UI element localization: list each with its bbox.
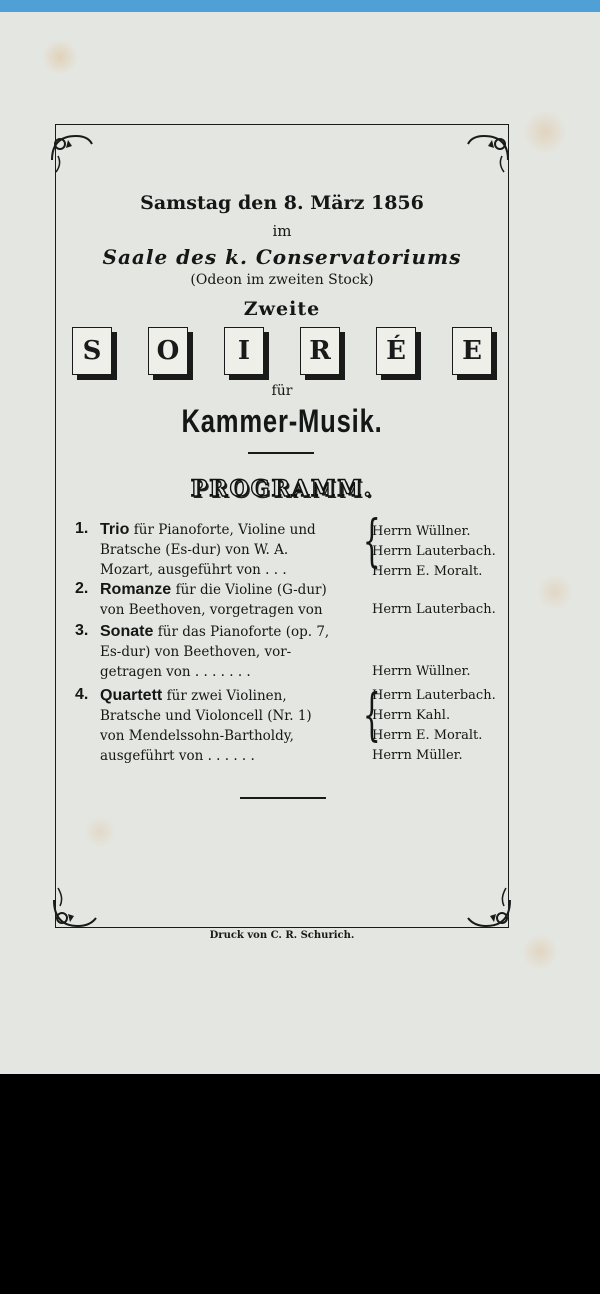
program-item-piece: Sonate bbox=[100, 623, 158, 640]
soiree-letter: R bbox=[300, 327, 340, 375]
program-item-description: Quartett für zwei Violinen, Bratsche und Violoncell (Nr. 1) von Mendelssohn-Bartholdy, ausgeführt von . . . . . . bbox=[100, 687, 312, 764]
brace-glyph: { bbox=[362, 509, 381, 574]
program-item-piece: Trio bbox=[100, 521, 134, 538]
program-item-piece: Quartett bbox=[100, 687, 167, 704]
program-item-performers: Herrn Wüllner. bbox=[372, 664, 471, 679]
venue-preposition: im bbox=[272, 222, 292, 240]
divider-rule bbox=[240, 797, 326, 799]
program-item-performers: Herrn Wüllner. Herrn Lauterbach. Herrn E. Moralt. bbox=[372, 524, 496, 579]
venue-note: (Odeon im zweiten Stock) bbox=[190, 272, 374, 288]
title-connector: für bbox=[271, 383, 293, 399]
venue-name: Saale des k. Conservatoriums bbox=[102, 245, 462, 269]
event-ordinal: Zweite bbox=[243, 298, 321, 320]
event-subtitle: Kammer-Musik. bbox=[181, 403, 383, 439]
black-background bbox=[0, 1074, 600, 1294]
printer-credit: Druck von C. R. Schurich. bbox=[209, 930, 355, 941]
program-item-description: Trio für Pianoforte, Violine und Bratsche (Es-dur) von W. A. Mozart, ausgeführt von . . . bbox=[100, 521, 316, 578]
soiree-letter: O bbox=[148, 327, 188, 375]
soiree-title bbox=[72, 327, 492, 385]
program-item-piece: Romanze bbox=[100, 581, 176, 598]
program-item-performers: Herrn Lauterbach. bbox=[372, 602, 496, 617]
corner-ornament-icon-top-right bbox=[458, 130, 512, 184]
corner-ornament-icon-bottom-right bbox=[460, 878, 514, 932]
divider-rule bbox=[248, 452, 314, 454]
brace-glyph: { bbox=[362, 683, 381, 748]
program-item-description: Sonate für das Pianoforte (op. 7, Es-dur) von Beethoven, vor- getragen von . . . . . . . bbox=[100, 623, 330, 680]
program-item-description: Romanze für die Violine (G-dur) von Beethoven, vorgetragen von bbox=[100, 581, 327, 618]
program-item-number: 1. bbox=[75, 520, 89, 537]
programm-heading: PROGRAMM. bbox=[190, 476, 374, 502]
soiree-letter: É bbox=[376, 327, 416, 375]
soiree-letter: E bbox=[452, 327, 492, 375]
program-item-number: 4. bbox=[75, 686, 89, 703]
concert-date: Samstag den 8. März 1856 bbox=[140, 192, 424, 214]
soiree-letter: S bbox=[72, 327, 112, 375]
program-item-performers: Herrn Lauterbach. Herrn Kahl. Herrn E. Moralt. Herrn Müller. bbox=[372, 688, 496, 763]
corner-ornament-icon-bottom-left bbox=[50, 878, 104, 932]
program-item-number: 3. bbox=[75, 622, 89, 639]
program-item-number: 2. bbox=[75, 580, 89, 597]
corner-ornament-icon-top-left bbox=[48, 130, 102, 184]
soiree-letter: I bbox=[224, 327, 264, 375]
